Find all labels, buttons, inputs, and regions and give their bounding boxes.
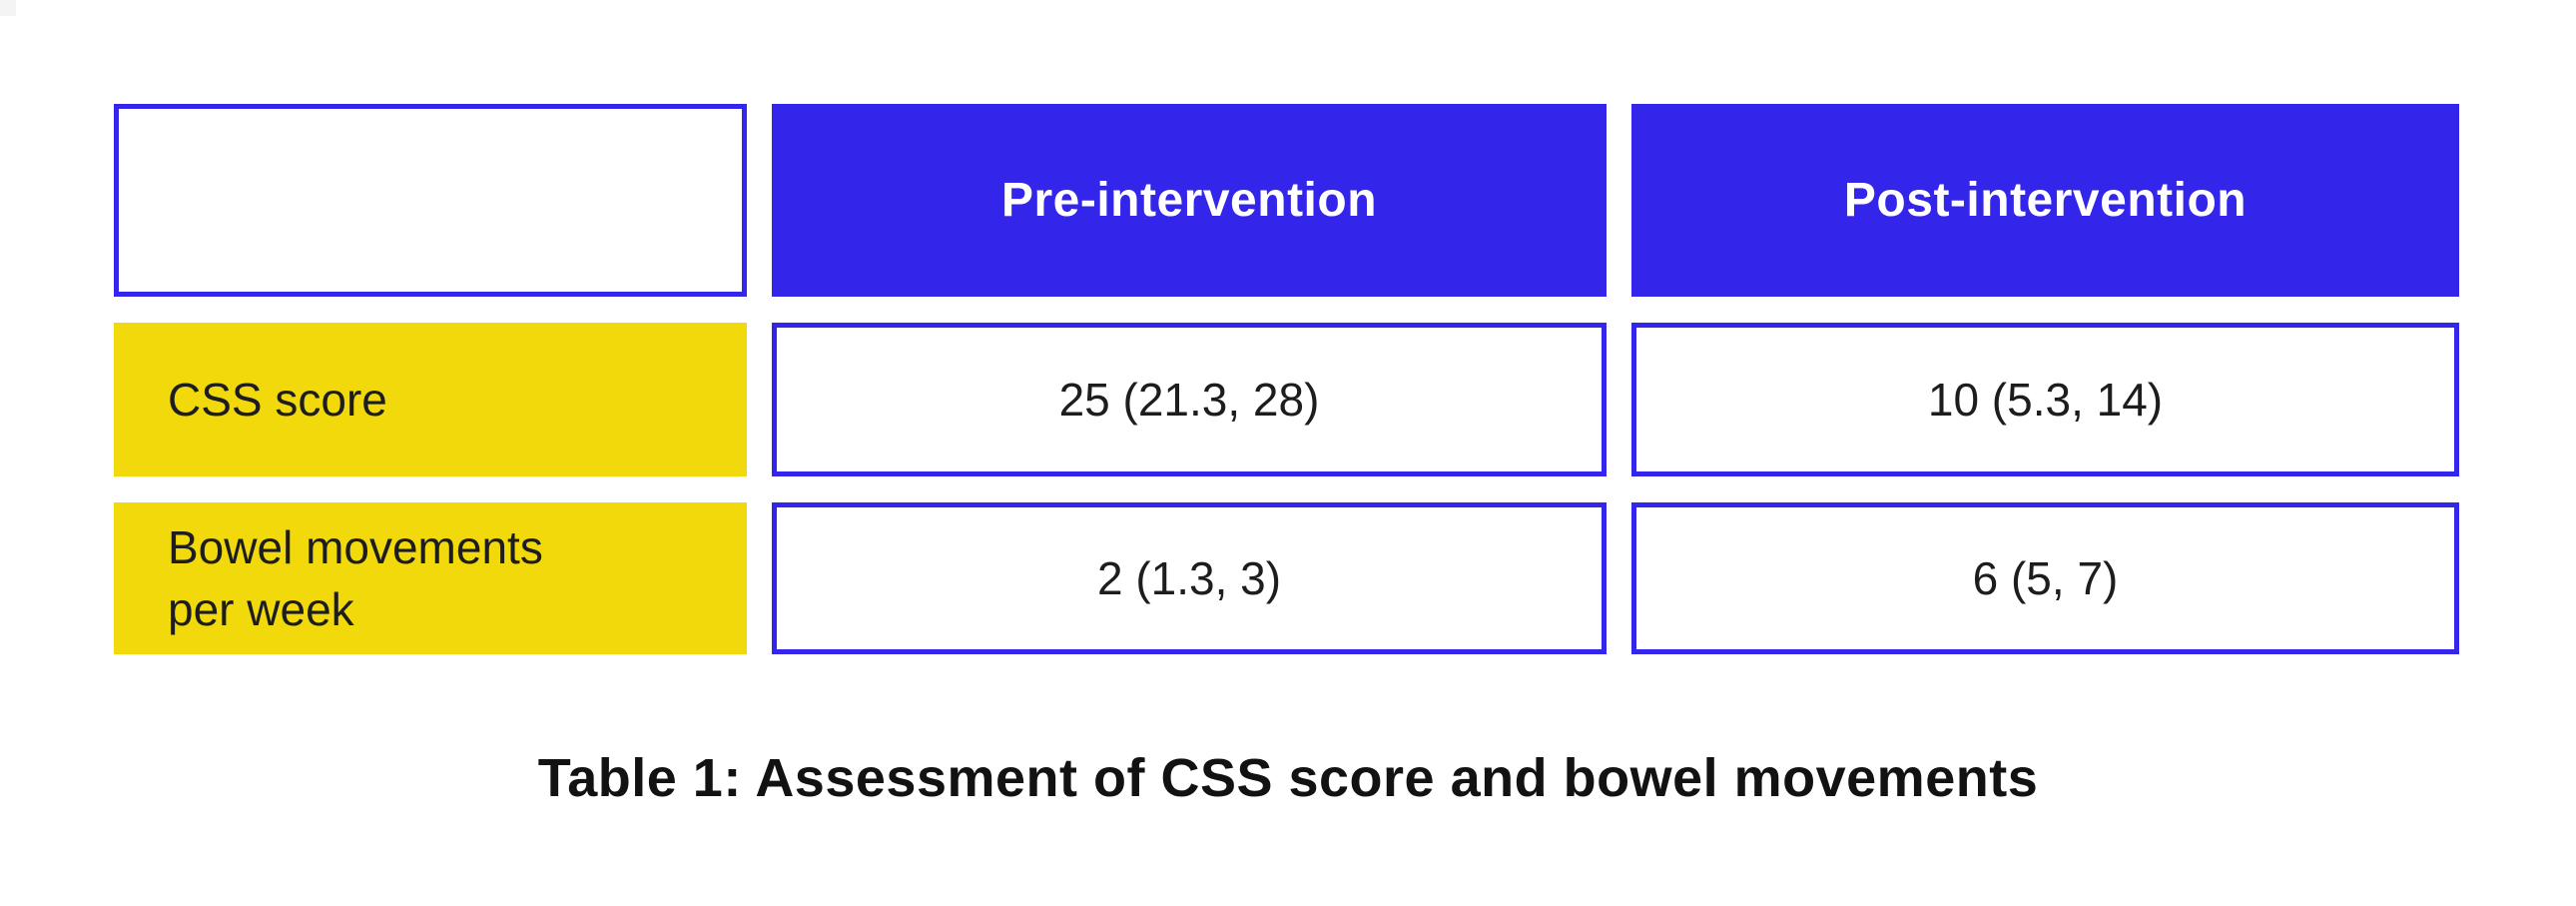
row-label-css-score <box>114 323 747 476</box>
cell-bowel-movements-post-intervention: 6 (5, 7) <box>1631 502 2459 654</box>
cell-css-score-pre-intervention: 25 (21.3, 28) <box>772 323 1607 476</box>
table-caption: Table 1: Assessment of CSS score and bowel movements <box>537 748 2039 808</box>
column-header-pre-intervention: Pre-intervention <box>772 104 1607 297</box>
row-label-bowel-movements <box>114 502 747 654</box>
assessment-table <box>114 104 2459 654</box>
column-header-post-intervention: Post-intervention <box>1631 104 2459 297</box>
row-label-css-score-text: CSS score <box>168 373 387 426</box>
cell-bowel-movements-pre-intervention: 2 (1.3, 3) <box>772 502 1607 654</box>
corner-artifact <box>0 0 16 16</box>
cell-css-score-post-intervention: 10 (5.3, 14) <box>1631 323 2459 476</box>
table-corner-cell <box>114 104 747 297</box>
row-label-bowel-movements-text: Bowel movements per week <box>168 520 543 635</box>
